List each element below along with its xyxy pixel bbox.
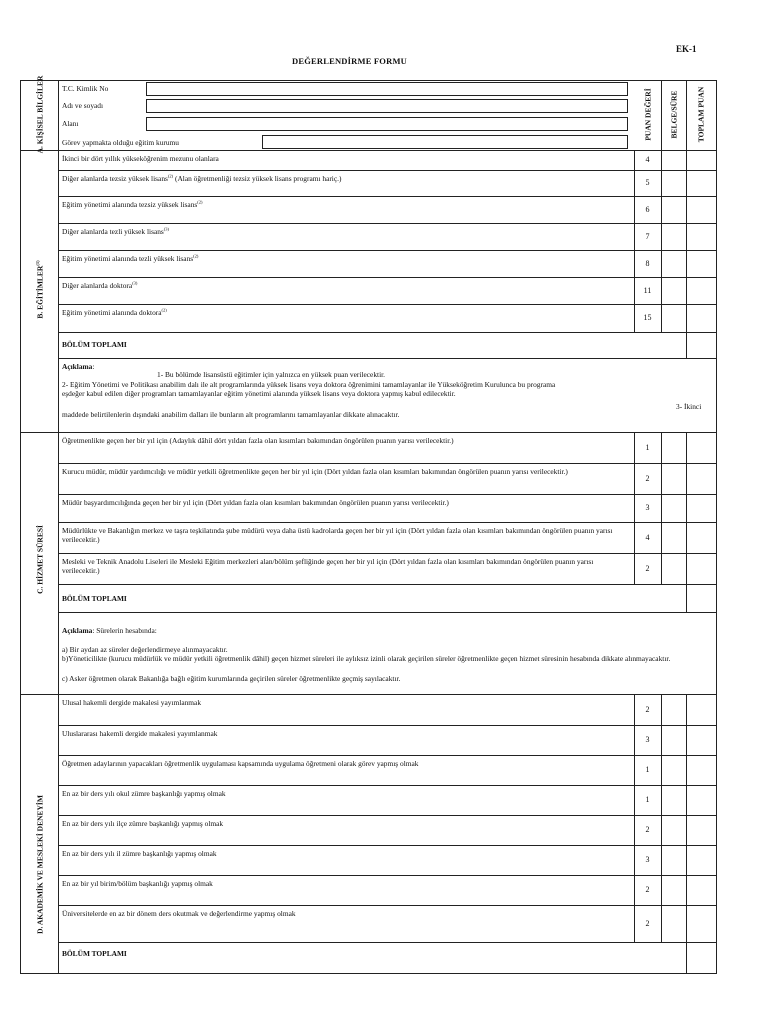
section_d-row-points: 1 — [645, 795, 650, 804]
section_d-row-toplam-cell[interactable] — [687, 846, 716, 874]
section_b-row-points: 6 — [645, 204, 650, 214]
field-label-tc: T.C. Kimlik No — [62, 84, 109, 93]
section_d-row-toplam-cell[interactable] — [687, 906, 716, 941]
section_d-row-belge-cell[interactable] — [662, 786, 685, 814]
section_b-row-toplam-cell[interactable] — [687, 305, 716, 331]
section_c-row-points: 1 — [645, 442, 650, 452]
section_c-row-toplam-cell[interactable] — [687, 464, 716, 493]
section_c-row-points: 2 — [645, 473, 650, 483]
name-input[interactable] — [146, 99, 628, 113]
section_b-row-label: Eğitim yönetimi alanında tezli yüksek lisans$^{(2)}$ — [62, 253, 199, 263]
section_b-row-label: İkinci bir dört yıllık yükseköğrenim mezunu olanlara — [62, 154, 219, 163]
section_d-row-toplam-cell[interactable] — [687, 726, 716, 754]
section_d-row-toplam-cell[interactable] — [687, 756, 716, 784]
section_b-row-label: Diğer alanlarda tezsiz yüksek lisans$^{(2)}$ (Alan öğretmenliği tezsiz yüksek lisans programı hariç.) — [62, 173, 342, 183]
section_d-row-toplam-cell[interactable] — [687, 695, 716, 724]
section_b-row-label: Eğitim yönetimi alanında tezsiz yüksek lisans$^{(2)}$ — [62, 199, 203, 209]
section_d-row-points: 3 — [645, 855, 650, 864]
section_d-row-toplam-cell[interactable] — [687, 816, 716, 844]
section_c-row-belge-cell[interactable] — [662, 464, 685, 493]
section_c-row-belge-cell[interactable] — [662, 433, 685, 462]
section_b-row-label: Diğer alanlarda tezli yüksek lisans$^{(3)}$ — [62, 226, 170, 236]
section_c-row-label: Müdür başyardımcılığında geçen her bir yıl için (Dört yıldan fazla olan kısımları bakımından öngörülen puanın yarısı verilecektir.) — [62, 498, 449, 507]
appendix-label: EK-1 — [676, 44, 697, 54]
section_c-row-points: 3 — [645, 503, 650, 512]
section_c-row-toplam-cell[interactable] — [687, 495, 716, 521]
section_b-row-toplam-cell[interactable] — [687, 151, 716, 169]
tc-kimlik-input[interactable] — [146, 82, 628, 96]
section_d-row-label: Uluslararası hakemli dergide makalesi yayımlanmak — [62, 729, 218, 738]
section_b-row-points: 7 — [645, 231, 650, 241]
section-b-note: Açıklama: — [62, 362, 95, 371]
field-label-alan: Alanı — [62, 119, 79, 128]
section_d-row-points: 2 — [645, 825, 650, 834]
field-label-name: Adı ve soyadı — [62, 101, 104, 110]
section_b-row-belge-cell[interactable] — [662, 305, 685, 331]
section_d-row-label: En az bir ders yılı il zümre başkanlığı yapmış olmak — [62, 849, 217, 858]
section_b-row-toplam-cell[interactable] — [687, 197, 716, 222]
section-b-total: BÖLÜM TOPLAMI — [62, 340, 127, 349]
section_b-row-label: Eğitim yönetimi alanında doktora$^{(2)}$ — [62, 307, 167, 317]
section_c-row-toplam-cell[interactable] — [687, 433, 716, 462]
section_b-row-belge-cell[interactable] — [662, 171, 685, 195]
section_b-row-points: 11 — [643, 285, 652, 295]
section_c-row-belge-cell[interactable] — [662, 495, 685, 521]
section_c-row-toplam-cell[interactable] — [687, 523, 716, 552]
section_d-row-label: Öğretmen adaylarının yapacakları öğretmenlik uygulaması kapsamında uygulama öğretmeni olarak görev yapmış olmak — [62, 759, 419, 768]
section_c-row-label: Müdürlükte ve Bakanlığın merkez ve taşra teşkilatında şube müdürü veya daha üstü kadrolarda geçen her bir yıl için (Dört yıldan fazla olan kısımları bakımından öngörülen puanın yarısı verilecektir.) — [62, 526, 613, 544]
section_b-row-points: 4 — [645, 155, 650, 164]
section-d-total: BÖLÜM TOPLAMI — [62, 949, 127, 958]
section-b-label: B. EĞİTİMLER$^{(1)}$ — [35, 260, 45, 319]
section_d-row-points: 2 — [645, 704, 650, 714]
section_b-row-toplam-cell[interactable] — [687, 251, 716, 276]
header-puan-degeri: PUAN DEĞERİ — [643, 88, 653, 141]
section_d-row-points: 2 — [645, 918, 650, 928]
section_d-row-toplam-cell[interactable] — [687, 786, 716, 814]
section_b-row-belge-cell[interactable] — [662, 224, 685, 249]
section_d-row-belge-cell[interactable] — [662, 756, 685, 784]
section_d-row-belge-cell[interactable] — [662, 816, 685, 844]
section_b-row-points: 15 — [643, 313, 652, 322]
section-c-total: BÖLÜM TOPLAMI — [62, 594, 127, 603]
section_d-row-points: 3 — [645, 735, 650, 744]
section_b-row-belge-cell[interactable] — [662, 278, 685, 303]
section_b-row-belge-cell[interactable] — [662, 197, 685, 222]
alan-input[interactable] — [146, 117, 628, 131]
section_c-row-label: Kurucu müdür, müdür yardımcılığı ve müdür yetkili öğretmenlikte geçen her bir yıl için (Dört yıldan fazla olan kısımları bakımından öngörülen puanın yarısı verilecektir.) — [62, 467, 568, 476]
section_d-row-points: 1 — [645, 765, 650, 774]
header-belge-sure: BELGE/SÜRE — [669, 90, 679, 139]
section_b-row-toplam-cell[interactable] — [687, 278, 716, 303]
section-c-label: C. HİZMET SÜRESİ — [35, 525, 45, 594]
section_d-row-belge-cell[interactable] — [662, 846, 685, 874]
section_d-row-label: En az bir yıl birim/bölüm başkanlığı yapmış olmak — [62, 879, 213, 888]
section_c-row-points: 4 — [645, 532, 650, 542]
section_d-row-belge-cell[interactable] — [662, 906, 685, 941]
section_b-row-belge-cell[interactable] — [662, 251, 685, 276]
section_d-row-label: En az bir ders yılı okul zümre başkanlığı yapmış olmak — [62, 789, 226, 798]
section_b-row-points: 5 — [645, 178, 650, 187]
section_b-row-toplam-cell[interactable] — [687, 171, 716, 195]
section_d-row-belge-cell[interactable] — [662, 876, 685, 904]
section_c-row-label: Öğretmenlikte geçen her bir yıl için (Adaylık dâhil dört yıldan fazla olan kısımları bakımından öngörülen puanın yarısı verilecektir.) — [62, 436, 454, 445]
section_c-row-belge-cell[interactable] — [662, 554, 685, 583]
section_d-row-label: Ulusal hakemli dergide makalesi yayımlanmak — [62, 698, 202, 707]
section_d-row-label: En az bir ders yılı ilçe zümre başkanlığı yapmış olmak — [62, 819, 224, 828]
section_d-row-points: 2 — [645, 885, 650, 894]
section_b-row-label: Diğer alanlarda doktora$^{(3)}$ — [62, 280, 138, 290]
section_c-row-points: 2 — [645, 563, 650, 573]
header-toplam-puan: TOPLAM PUAN — [696, 86, 706, 143]
section_c-row-belge-cell[interactable] — [662, 523, 685, 552]
form-title: DEĞERLENDİRME FORMU — [292, 56, 408, 66]
section_c-row-toplam-cell[interactable] — [687, 554, 716, 583]
section-a-label: A. KİŞİSEL BİLGİLER — [35, 75, 45, 154]
section_d-row-toplam-cell[interactable] — [687, 876, 716, 904]
kurum-input[interactable] — [262, 135, 628, 149]
section-d-label: D. AKADEMİK VE MESLEKİ DENEYİM — [35, 795, 45, 934]
section_b-row-points: 8 — [645, 258, 650, 268]
section_b-row-belge-cell[interactable] — [662, 151, 685, 169]
section_d-row-belge-cell[interactable] — [662, 726, 685, 754]
section_d-row-label: Üniversitelerde en az bir dönem ders okutmak ve değerlendirme yapmış olmak — [62, 909, 296, 918]
section_d-row-belge-cell[interactable] — [662, 695, 685, 724]
field-label-kurum: Görev yapmakta olduğu eğitim kurumu — [62, 138, 179, 147]
section_c-row-label: Mesleki ve Teknik Anadolu Liseleri ile Mesleki Eğitim merkezleri alan/bölüm şefliğinde geçen her bir yıl için (Dört yıldan fazla olan kısımları bakımından öngörülen puanın yarısı verilecektir.) — [62, 557, 594, 575]
section_b-row-toplam-cell[interactable] — [687, 224, 716, 249]
section-c-note: Açıklama: Sürelerin hesabında: — [62, 626, 157, 635]
